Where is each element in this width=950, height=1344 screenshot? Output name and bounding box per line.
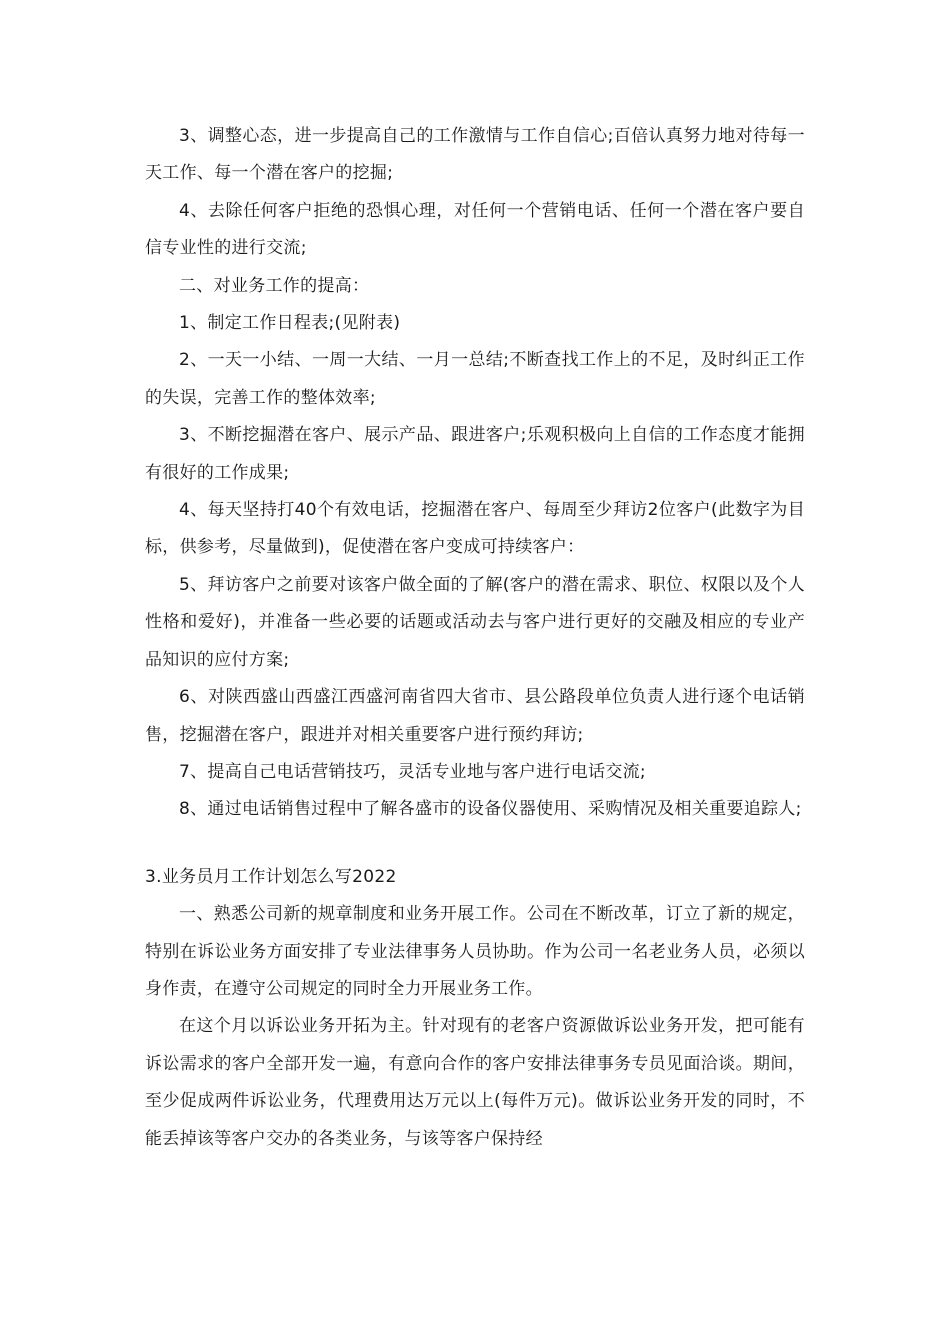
section-heading: 3.业务员月工作计划怎么写2022 — [145, 866, 397, 887]
paragraph-rules-familiarization: 一、熟悉公司新的规章制度和业务开展工作。公司在不断改革，订立了新的规定，特别在诉讼业务方面安排了专业法律事务人员协助。作为公司一名老业务人员，必须以身作责，在遵守公司规定的同时全力开展业务工作。 — [145, 904, 805, 999]
paragraph-subheading-improvement: 二、对业务工作的提高： — [179, 275, 370, 296]
paragraph-item-2-summary: 2、一天一小结、一周一大结、一月一总结;不断查找工作上的不足，及时纠正工作的失误，完善工作的整体效率; — [145, 350, 805, 408]
paragraph-item-4-fear: 4、去除任何客户拒绝的恐惧心理，对任何一个营销电话、任何一个潜在客户要自信专业性的进行交流; — [145, 200, 805, 259]
paragraph-item-3-prospecting: 3、不断挖掘潜在客户、展示产品、跟进客户;乐观积极向上自信的工作态度才能拥有很好的工作成果; — [145, 425, 805, 483]
document-body — [145, 118, 805, 1158]
paragraph-item-6-provinces: 6、对陕西盛山西盛江西盛河南省四大省市、县公路段单位负责人进行逐个电话销售，挖掘潜在客户，跟进并对相关重要客户进行预约拜访; — [145, 687, 805, 745]
paragraph-item-1-schedule: 1、制定工作日程表;(见附表) — [179, 313, 401, 334]
paragraph-litigation-focus: 在这个月以诉讼业务开拓为主。针对现有的老客户资源做诉讼业务开发，把可能有诉讼需求的客户全部开发一遍，有意向合作的客户安排法律事务专员见面洽谈。期间，至少促成两件诉讼业务，代理费用达万元以上(每件万元)。做诉讼业务开发的同时，不能丢掉该等客户交办的各类业务，与该等客户保持经 — [145, 1016, 805, 1149]
paragraph-item-3-mindset: 3、调整心态，进一步提高自己的工作激情与工作自信心;百倍认真努力地对待每一天工作、每一个潜在客户的挖掘; — [145, 126, 805, 184]
paragraph-item-7-skills: 7、提高自己电话营销技巧，灵活专业地与客户进行电话交流; — [179, 761, 646, 782]
paragraph-item-8-tracking: 8、通过电话销售过程中了解各盛市的设备仪器使用、采购情况及相关重要追踪人; — [179, 799, 802, 820]
paragraph-item-4-calls: 4、每天坚持打40个有效电话，挖掘潜在客户、每周至少拜访2位客户(此数字为目标，供参考，尽量做到)，促使潜在客户变成可持续客户： — [145, 500, 805, 558]
paragraph-item-5-visits: 5、拜访客户之前要对该客户做全面的了解(客户的潜在需求、职位、权限以及个人性格和爱好)，并准备一些必要的话题或活动去与客户进行更好的交融及相应的专业产品知识的应付方案; — [145, 574, 805, 670]
section-spacer — [145, 829, 805, 859]
